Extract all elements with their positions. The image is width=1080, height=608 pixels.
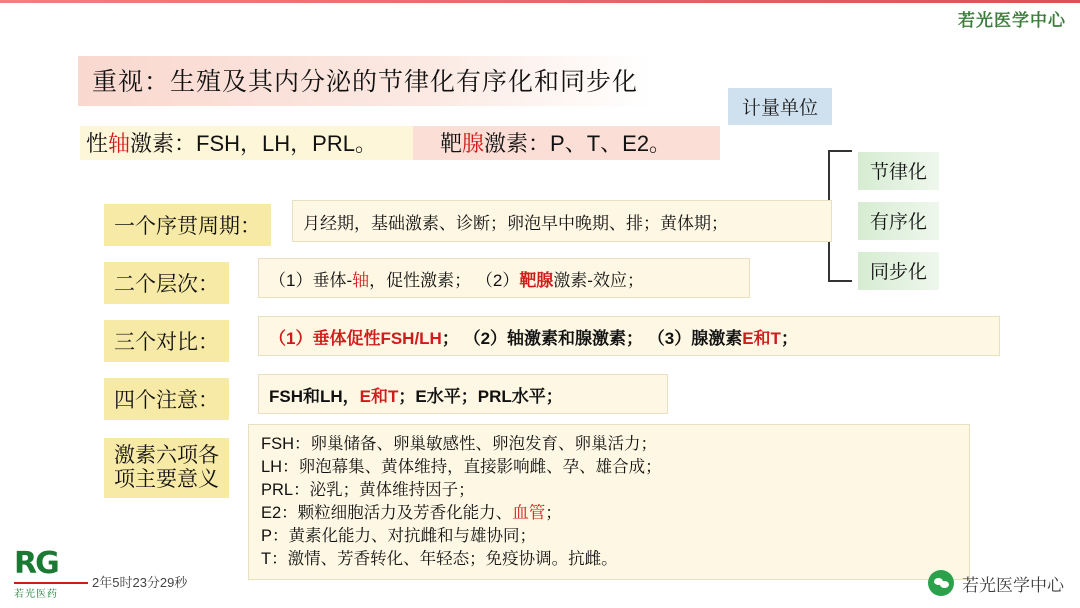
row-label-two-levels: 二个层次：	[104, 262, 229, 304]
bracket-item-rhythm: 节律化	[858, 152, 939, 190]
timestamp-overlay: 2年5时23分29秒	[92, 575, 188, 590]
row2-part-2: ，促性激素； （2）	[369, 270, 520, 290]
six-line-p: P：黄素化能力、对抗雌和与雄协同；	[261, 527, 537, 545]
top-accent-rule	[0, 0, 1080, 3]
six-line-lh: LH：卵泡幕集、黄体维持，直接影响雌、孕、雄合成；	[261, 458, 662, 476]
logo-divider	[14, 582, 88, 584]
six-label-line2: 项主要意义	[114, 468, 219, 491]
row4-part-2: ；E水平；PRL水平；	[398, 386, 563, 406]
hormone-axis-rest: 激素：FSH，LH，PRL。	[130, 131, 377, 156]
company-logo	[14, 546, 92, 600]
six-line-prl: PRL：泌乳；黄体维持因子；	[261, 481, 475, 499]
row2-part-0: （1）垂体-	[269, 270, 353, 290]
hormone-target-keyword: 腺	[462, 131, 485, 156]
row2-part-4: 激素-效应；	[553, 270, 644, 290]
row4-part-0: FSH和LH，	[269, 386, 360, 406]
row-label-three-comparisons: 三个对比：	[104, 320, 229, 362]
six-hormones-body	[248, 424, 970, 580]
brand-title-top: 若光医学中心	[958, 11, 1066, 31]
page-title: 重视：生殖及其内分泌的节律化有序化和同步化	[78, 56, 652, 106]
six-line-t: T：激情、芳香转化、年轻态；免疫协调。抗雌。	[261, 550, 618, 568]
hormone-axis-text	[86, 127, 377, 158]
row-label-four-cautions: 四个注意：	[104, 378, 229, 420]
row3-part-3: ；	[780, 328, 798, 348]
wechat-icon	[928, 570, 954, 596]
bracket-item-order: 有序化	[858, 202, 939, 240]
six-line-e2	[261, 502, 969, 525]
hormone-target-rest: 激素：P、T、E2。	[484, 131, 672, 156]
hormone-axis-prefix: 性	[86, 131, 109, 156]
watermark	[928, 570, 1064, 596]
row3-part-2: E和T	[742, 328, 781, 348]
row-label-six-hormones	[104, 438, 229, 498]
six-e2-part1: 血管	[512, 504, 546, 522]
six-e2-part2: ；	[545, 504, 562, 522]
logo-mark-text: RG	[14, 546, 58, 581]
bracket-item-sync: 同步化	[858, 252, 939, 290]
row3-part-1: ； （2）轴激素和腺激素； （3）腺激素	[441, 328, 743, 348]
row4-part-1: E和T	[359, 386, 399, 406]
row-body-three-comparisons	[258, 316, 1000, 356]
hormone-target-prefix: 靶	[440, 131, 463, 156]
row2-part-1: 轴	[352, 270, 370, 290]
row-label-sequential-cycle: 一个序贯周期：	[104, 204, 271, 246]
row-body-four-cautions	[258, 374, 668, 414]
hormone-axis-keyword: 轴	[108, 131, 131, 156]
row-body-two-levels	[258, 258, 750, 298]
row3-part-0: （1）垂体促性FSH/LH	[269, 328, 442, 348]
six-e2-part0: E2：颗粒细胞活力及芳香化能力、	[261, 504, 513, 522]
six-label-line1: 激素六项各	[114, 444, 219, 467]
hormone-target-text	[440, 127, 671, 158]
unit-label-box: 计量单位	[728, 88, 832, 125]
row2-part-3: 靶腺	[519, 270, 554, 290]
six-line-fsh: FSH：卵巢储备、卵巢敏感性、卵泡发育、卵巢活力；	[261, 435, 657, 453]
watermark-text: 若光医学中心	[962, 575, 1064, 595]
row-body-sequential-cycle: 月经期，基础激素、诊断；卵泡早中晚期、排；黄体期；	[292, 200, 832, 242]
logo-sub-text: 若光医药	[14, 589, 58, 600]
